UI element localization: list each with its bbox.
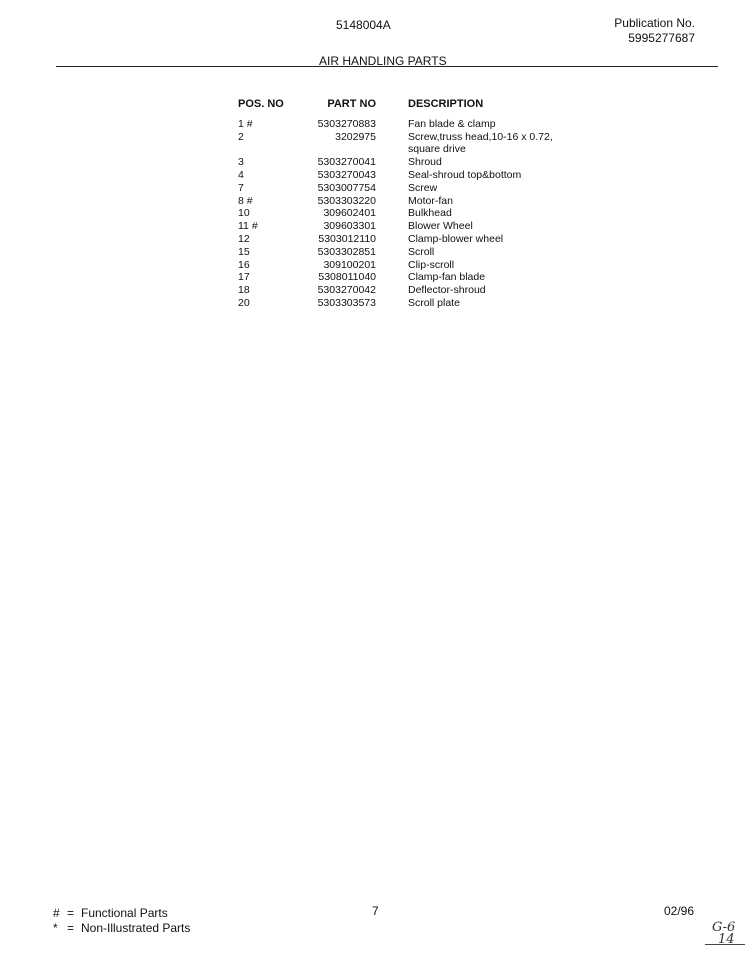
handwritten-line-1: G-6 <box>712 920 736 935</box>
description-cell <box>408 297 608 310</box>
table-row <box>238 156 608 169</box>
table-row <box>238 220 608 233</box>
table-row <box>238 169 608 182</box>
part-number-cell: 309602401 <box>323 207 376 220</box>
description-text: Seal-shroud top&bottom <box>408 168 522 181</box>
legend-equals: = <box>67 906 75 920</box>
page-number: 7 <box>372 904 379 918</box>
description-text: Screw,truss head,10-16 x 0.72, <box>408 130 553 143</box>
table-row <box>238 271 608 284</box>
table-row <box>238 207 608 220</box>
description-cell <box>408 207 608 220</box>
table-row <box>238 182 608 195</box>
parts-table-body <box>238 118 608 310</box>
pos-number-cell: 17 <box>238 271 250 284</box>
part-number-cell: 5303270042 <box>317 284 376 297</box>
table-row <box>238 233 608 246</box>
table-row <box>238 259 608 272</box>
legend-symbol-asterisk: * <box>53 921 58 935</box>
part-number-cell: 5303270883 <box>317 117 376 130</box>
part-number-cell: 5303302851 <box>317 245 376 258</box>
description-text: Screw <box>408 181 438 194</box>
pos-number-cell: 11 # <box>238 220 258 233</box>
table-header-row <box>238 98 608 118</box>
publication-number: 5995277687 <box>628 31 695 45</box>
part-number-cell: 3202975 <box>335 130 376 143</box>
part-number-cell: 5303303573 <box>317 296 376 309</box>
footer-legend <box>53 906 190 936</box>
table-row <box>238 131 608 157</box>
description-cell <box>408 156 608 169</box>
description-cell <box>408 131 608 157</box>
description-cell <box>408 246 608 259</box>
pos-number-cell: 4 <box>238 168 244 181</box>
description-text: Clamp-blower wheel <box>408 232 504 245</box>
pos-number-cell: 15 <box>238 245 250 258</box>
part-number-cell: 5303007754 <box>317 181 376 194</box>
legend-symbol-hash: # <box>53 906 60 920</box>
description-text: Shroud <box>408 156 442 169</box>
description-text: Motor-fan <box>408 194 453 207</box>
description-cell <box>408 220 608 233</box>
description-text: Blower Wheel <box>408 220 473 233</box>
legend-text-non-illustrated: Non-Illustrated Parts <box>81 921 191 935</box>
description-text: Scroll <box>408 245 435 258</box>
publication-label: Publication No. <box>614 16 695 30</box>
table-row <box>238 195 608 208</box>
description-cell <box>408 284 608 297</box>
pos-number-cell: 12 <box>238 232 250 245</box>
description-cell <box>408 195 608 208</box>
part-number-cell: 5303270041 <box>317 156 376 169</box>
legend-line-non-illustrated <box>53 921 190 936</box>
description-cell <box>408 271 608 284</box>
bottom-rule <box>705 944 745 945</box>
description-text: Scroll plate <box>408 296 460 309</box>
description-text: Fan blade & clamp <box>408 117 496 130</box>
publication-block <box>614 16 695 46</box>
table-row <box>238 297 608 310</box>
pos-number-cell: 20 <box>238 296 250 309</box>
pos-number-cell: 16 <box>238 258 250 271</box>
column-header-pos: POS. NO <box>238 98 284 110</box>
legend-equals: = <box>67 921 75 935</box>
description-text: Clip-scroll <box>408 258 455 271</box>
description-cell <box>408 118 608 131</box>
description-text: Bulkhead <box>408 207 452 220</box>
pos-number-cell: 18 <box>238 284 250 297</box>
description-cell <box>408 182 608 195</box>
part-number-cell: 309603301 <box>323 220 376 233</box>
part-number-cell: 309100201 <box>323 258 376 271</box>
handwritten-line-2: 14 <box>718 932 735 947</box>
table-row <box>238 118 608 131</box>
description-text-continued: square drive <box>408 143 466 156</box>
legend-line-functional <box>53 906 190 921</box>
table-row <box>238 246 608 259</box>
legend-text-functional: Functional Parts <box>81 906 168 920</box>
pos-number-cell: 1 # <box>238 117 253 130</box>
description-cell <box>408 259 608 272</box>
part-number-cell: 5303303220 <box>317 194 376 207</box>
description-cell <box>408 233 608 246</box>
table-row <box>238 284 608 297</box>
pos-number-cell: 7 <box>238 181 244 194</box>
section-title: AIR HANDLING PARTS <box>319 54 447 68</box>
pos-number-cell: 2 <box>238 130 244 143</box>
pos-number-cell: 8 # <box>238 194 253 207</box>
column-header-part: PART NO <box>327 98 376 110</box>
part-number-cell: 5308011040 <box>318 271 376 284</box>
pos-number-cell: 10 <box>238 207 250 220</box>
description-cell <box>408 169 608 182</box>
description-text: Deflector-shroud <box>408 284 486 297</box>
header-rule <box>56 66 718 67</box>
model-number: 5148004A <box>336 18 391 32</box>
part-number-cell: 5303270043 <box>317 168 376 181</box>
handwritten-note <box>712 922 735 946</box>
column-header-description: DESCRIPTION <box>408 98 484 110</box>
description-text: Clamp-fan blade <box>408 271 486 284</box>
page-date: 02/96 <box>664 904 695 918</box>
part-number-cell: 5303012110 <box>318 232 376 245</box>
pos-number-cell: 3 <box>238 156 244 169</box>
parts-table <box>238 98 608 310</box>
